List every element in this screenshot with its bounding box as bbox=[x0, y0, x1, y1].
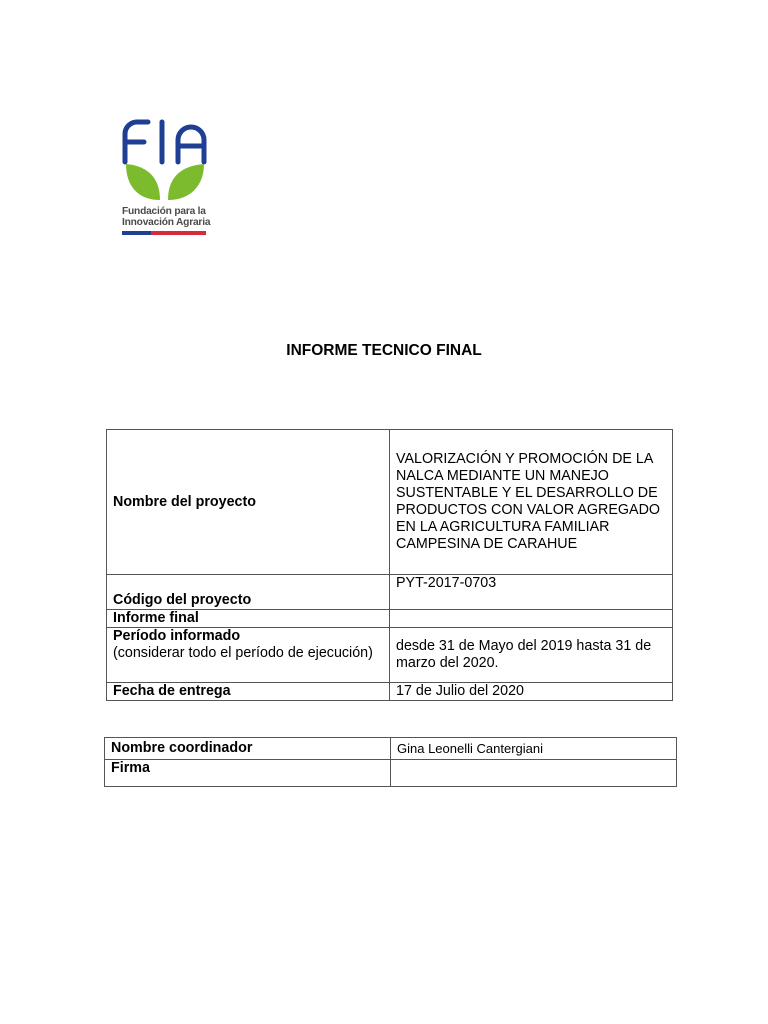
signature-label: Firma bbox=[105, 760, 391, 787]
project-name-label: Nombre del proyecto bbox=[107, 430, 390, 575]
coordinator-table bbox=[104, 737, 677, 787]
fia-emblem bbox=[120, 116, 212, 204]
project-info-table bbox=[106, 429, 673, 701]
project-name-value: VALORIZACIÓN Y PROMOCIÓN DE LA NALCA MEDIANTE UN MANEJO SUSTENTABLE Y EL DESARROLLO DE PRODUCTOS CON VALOR AGREGADO EN LA AGRICULTURA FAMILIAR CAMPESINA DE CARAHUE bbox=[390, 430, 673, 575]
project-code-value: PYT-2017-0703 bbox=[390, 575, 673, 610]
coordinator-value: Gina Leonelli Cantergiani bbox=[391, 738, 677, 760]
logo-color-bar bbox=[122, 231, 206, 235]
logo-caption-line2: Innovación Agraria bbox=[122, 217, 211, 228]
delivery-date-label: Fecha de entrega bbox=[107, 683, 390, 701]
table-row bbox=[107, 430, 673, 575]
final-report-value bbox=[390, 610, 673, 628]
table-row bbox=[107, 628, 673, 683]
signature-value bbox=[391, 760, 677, 787]
table-row bbox=[105, 738, 677, 760]
project-code-label: Código del proyecto bbox=[107, 575, 390, 610]
fia-logo bbox=[120, 116, 212, 240]
table-row bbox=[105, 760, 677, 787]
coordinator-label: Nombre coordinador bbox=[105, 738, 391, 760]
period-note: (considerar todo el período de ejecución) bbox=[113, 645, 373, 661]
document-title: INFORME TECNICO FINAL bbox=[286, 342, 482, 359]
table-row bbox=[107, 610, 673, 628]
period-cell bbox=[107, 628, 390, 683]
delivery-date-value: 17 de Julio del 2020 bbox=[390, 683, 673, 701]
logo-caption-line1: Fundación para la bbox=[122, 206, 206, 217]
table-row bbox=[107, 683, 673, 701]
table-row bbox=[107, 575, 673, 610]
logo-caption bbox=[122, 206, 210, 228]
final-report-label: Informe final bbox=[107, 610, 390, 628]
period-label: Período informado bbox=[113, 628, 241, 644]
period-value: desde 31 de Mayo del 2019 hasta 31 de marzo del 2020. bbox=[390, 628, 673, 683]
